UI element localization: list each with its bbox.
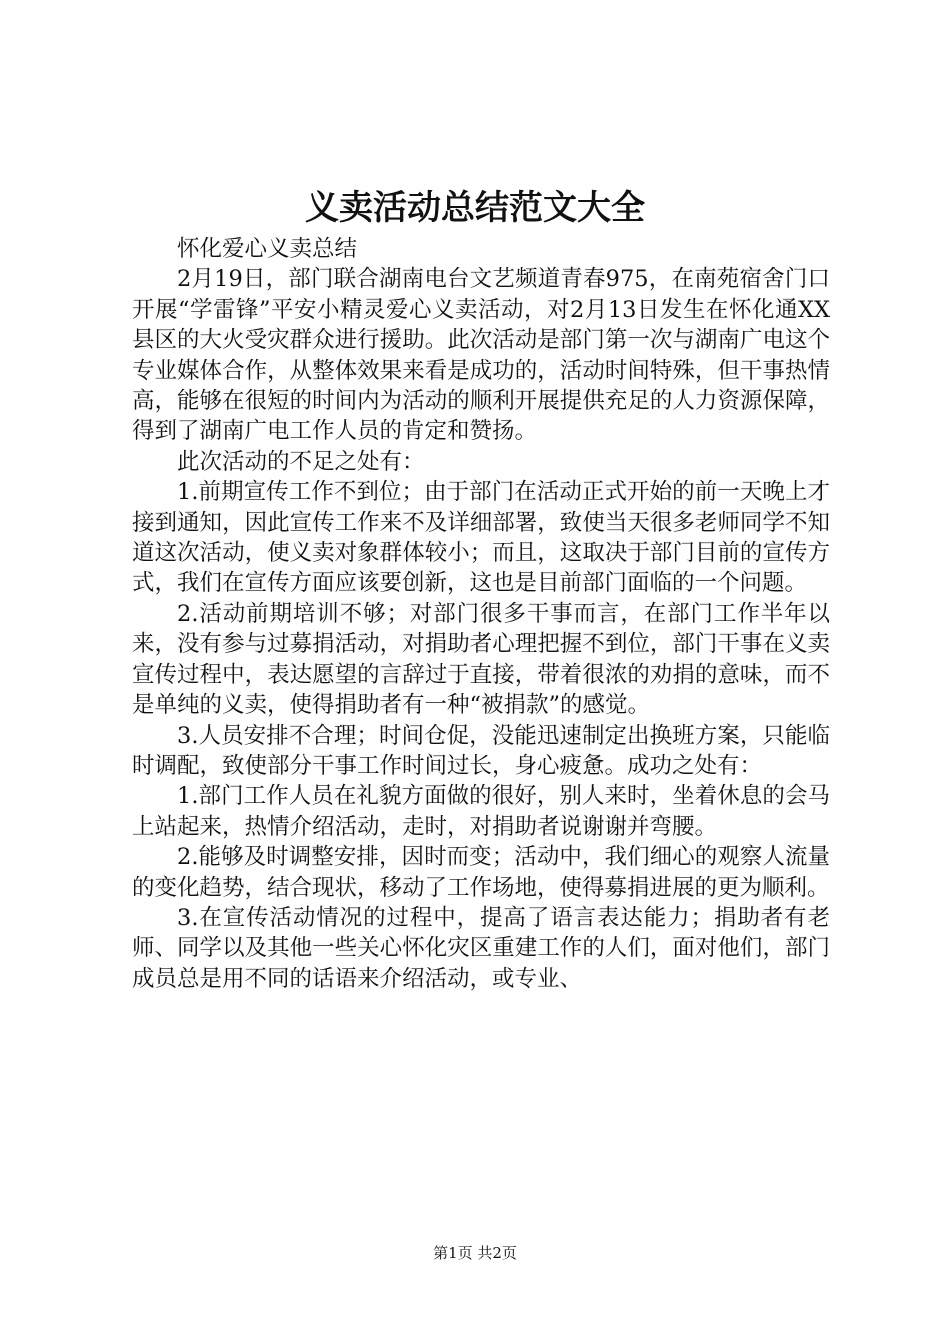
- list-item: 2.能够及时调整安排，因时而变；活动中，我们细心的观察人流量的变化趋势，结合现状，移动了工作场地，使得募捐进展的更为顺利。: [132, 844, 830, 901]
- paragraph: 2月19日，部门联合湖南电台文艺频道青春975，在南苑宿舍门口开展“学雷锋”平安小精灵爱心义卖活动，对2月13日发生在怀化通XX县区的大火受灾群众进行援助。此次活动是部门第一次与湖南广电这个专业媒体合作，从整体效果来看是成功的，活动时间特殊，但干事热情高，能够在很短的时间内为活动的顺利开展提供充足的人力资源保障，得到了湖南广电工作人员的肯定和赞扬。: [132, 266, 830, 445]
- list-item: 2.活动前期培训不够；对部门很多干事而言，在部门工作半年以来，没有参与过募捐活动，对捐助者心理把握不到位，部门干事在义卖宣传过程中，表达愿望的言辞过于直接，带着很浓的劝捐的意味，而不是单纯的义卖，使得捐助者有一种“被捐款”的感觉。: [132, 600, 830, 719]
- page-number: 第1页 共2页: [433, 1244, 517, 1262]
- list-item: 1.前期宣传工作不到位；由于部门在活动正式开始的前一天晚上才接到通知，因此宣传工作来不及详细部署，致使当天很多老师同学不知道这次活动，使义卖对象群体较小；而且，这取决于部门目前的宣传方式，我们在宣传方面应该要创新，这也是目前部门面临的一个问题。: [132, 479, 830, 597]
- list-item: 3.人员安排不合理；时间仓促，没能迅速制定出换班方案，只能临时调配，致使部分干事工作时间过长，身心疲惫。成功之处有：: [132, 722, 830, 779]
- list-item: 1.部门工作人员在礼貌方面做的很好，别人来时，坐着休息的会马上站起来，热情介绍活动，走时，对捐助者说谢谢并弯腰。: [132, 783, 830, 840]
- list-item: 3.在宣传活动情况的过程中，提高了语言表达能力；捐助者有老师、同学以及其他一些关心怀化灾区重建工作的人们，面对他们，部门成员总是用不同的话语来介绍活动，或专业、: [132, 904, 830, 992]
- document-title: 义卖活动总结范文大全: [305, 188, 645, 228]
- document-body: [132, 234, 830, 994]
- section-heading: 怀化爱心义卖总结: [177, 236, 358, 262]
- paragraph: 此次活动的不足之处有：: [177, 448, 425, 475]
